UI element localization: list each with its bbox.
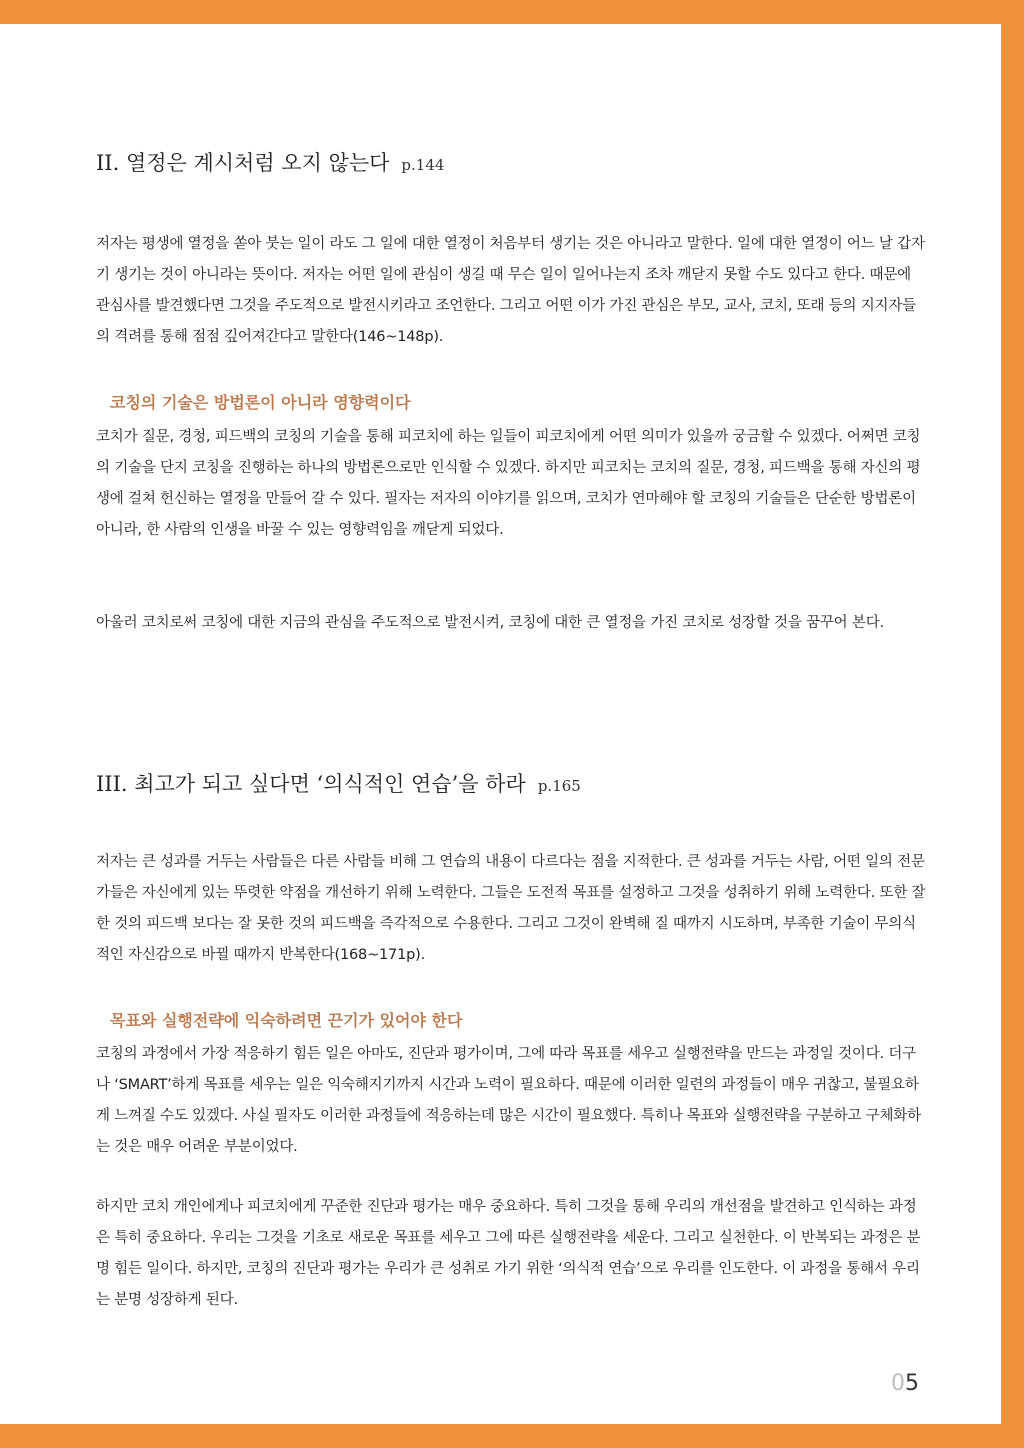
section-2-title (96, 147, 444, 177)
section-2-title-text: II. 열정은 계시처럼 오지 않는다 (96, 151, 390, 175)
section-3-paragraph-3: 하지만 코치 개인에게나 피코치에게 꾸준한 진단과 평가는 매우 중요하다. 특히 그것을 통해 우리의 개선점을 발견하고 인식하는 과정은 특히 중요하다. 우리는 그것을 기초로 새로운 목표를 세우고 그에 따른 실행전략을 세운다. 그리고 실천한다. 이 반복되는 과정은 분명 힘든 일이다. 하지만, 코칭의 진단과 평가는 우리가 큰 성취로 가기 위한 ‘의식적 연습’으로 우리를 인도한다. 이 과정을 통해서 우리는 분명 성장하게 된다. (96, 1199, 921, 1308)
page-number-digit-1: 0 (891, 1371, 905, 1396)
section-2-paragraph-2: 코치가 질문, 경청, 피드백의 코칭의 기술을 통해 피코치에 하는 일들이 피코치에게 어떤 의미가 있을까 궁금할 수 있겠다. 어쩌면 코칭의 기술을 단지 코칭을 진행하는 하나의 방법론으로만 인식할 수 있겠다. 하지만 피코치는 코치의 질문, 경청, 피드백을 통해 자신의 평생에 걸쳐 헌신하는 열정을 만들어 갈 수 있다. 필자는 저자의 이야기를 읽으며, 코치가 연마해야 할 코칭의 기술들은 단순한 방법론이 아니라, 한 사람의 인생을 바꿀 수 있는 영향력임을 깨닫게 되었다. (96, 429, 921, 538)
section-2-page-ref: p.144 (401, 156, 445, 174)
page-number-digit-2: 5 (905, 1371, 919, 1396)
section-3-subheading: 목표와 실행전략에 익숙하려면 끈기가 있어야 한다 (110, 1011, 463, 1030)
section-3-title-text: III. 최고가 되고 싶다면 ‘의식적인 연습’을 하라 (96, 772, 526, 796)
section-3-page-ref: p.165 (537, 777, 581, 795)
section-3-paragraph-1: 저자는 큰 성과를 거두는 사람들은 다른 사람들 비해 그 연습의 내용이 다르다는 점을 지적한다. 큰 성과를 거두는 사람, 어떤 일의 전문가들은 자신에게 있는 뚜렷한 약점을 개선하기 위해 노력한다. 그들은 도전적 목표를 설정하고 그것을 성취하기 위해 노력한다. 또한 잘한 것의 피드백 보다는 잘 못한 것의 피드백을 즉각적으로 수용한다. 그리고 그것이 완벽해 질 때까지 시도하며, 부족한 기술이 무의식적인 자신감으로 바뀔 때까지 반복한다(168~171p). (96, 854, 926, 963)
section-2-paragraph-1: 저자는 평생에 열정을 쏟아 붓는 일이 라도 그 일에 대한 열정이 처음부터 생기는 것은 아니라고 말한다. 일에 대한 열정이 어느 날 갑자기 생기는 것이 아니라는 뜻이다. 저자는 어떤 일에 관심이 생길 때 무슨 일이 일어나는지 조차 깨닫지 못할 수도 있다고 한다. 때문에 관심사를 발견했다면 그것을 주도적으로 발전시키라고 조언한다. 그리고 어떤 이가 가진 관심은 부모, 교사, 코치, 또래 등의 지지자들의 격려를 통해 점점 깊어져간다고 말한다(146~148p). (96, 236, 925, 345)
section-3-paragraph-2: 코칭의 과정에서 가장 적응하기 힘든 일은 아마도, 진단과 평가이며, 그에 따라 목표를 세우고 실행전략을 만드는 과정일 것이다. 더구나 ‘SMART’하게 목표를 세우는 일은 익숙해지기까지 시간과 노력이 필요하다. 때문에 이러한 일련의 과정들이 매우 귀찮고, 불필요하게 느껴질 수도 있겠다. 사실 필자도 이러한 과정들에 적응하는데 많은 시간이 필요했다. 특히나 목표와 실행전략을 구분하고 구체화하는 것은 매우 어려운 부분이었다. (96, 1046, 921, 1155)
page-number (891, 1371, 919, 1396)
section-2-paragraph-3: 아울러 코치로써 코칭에 대한 지금의 관심을 주도적으로 발전시켜, 코칭에 대한 큰 열정을 가진 코치로 성장할 것을 꿈꾸어 본다. (96, 615, 884, 631)
section-2-subheading: 코칭의 기술은 방법론이 아니라 영향력이다 (110, 393, 411, 412)
document-page (0, 24, 1001, 1424)
section-3-title (96, 768, 581, 798)
